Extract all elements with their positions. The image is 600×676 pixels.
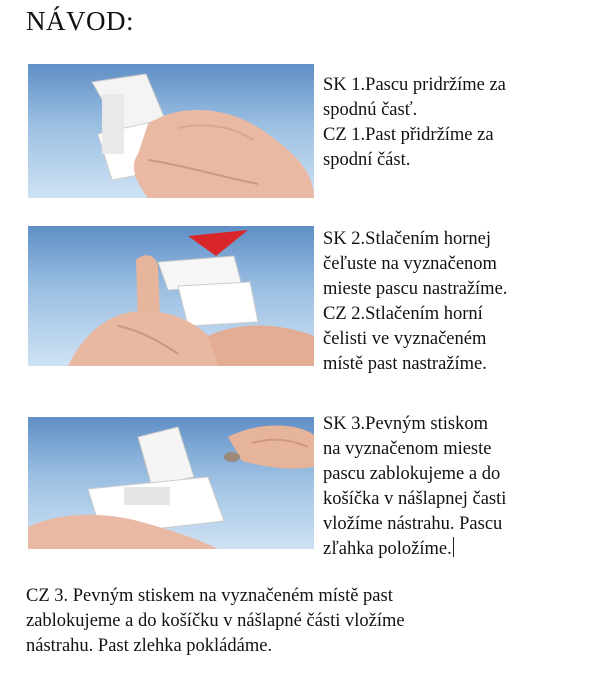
text-cursor: [453, 537, 454, 557]
step-text-line: čelisti ve vyznačeném: [323, 329, 487, 349]
step-text-line: CZ 1.Past přidržíme za: [323, 125, 494, 145]
bottom-text-line: nástrahu. Past zlehka pokládáme.: [26, 636, 273, 656]
step-2-photo: [28, 226, 314, 366]
bottom-text-line: zablokujeme a do košíčku v nášlapné části vložíme: [26, 611, 405, 631]
step-text-line: SK 2.Stlačením hornej: [323, 229, 492, 249]
bottom-text-line: CZ 3. Pevným stiskem na vyznačeném místě past: [26, 586, 393, 606]
page-title: NÁVOD:: [26, 6, 134, 36]
step-text-line: spodní část.: [323, 150, 411, 170]
step-text-line: spodnú časť.: [323, 100, 418, 120]
step-text-line: čeľuste na vyznačenom: [323, 254, 497, 274]
step-text-line: na vyznačenom mieste: [323, 439, 492, 459]
step-text-line: SK 3.Pevným stiskom: [323, 414, 488, 434]
step-2-text: [323, 227, 593, 377]
step-text-line: místě past nastražíme.: [323, 354, 487, 374]
step-text-line: vložíme nástrahu. Pascu: [323, 514, 503, 534]
step-text-line: [323, 537, 593, 562]
step-text-line: CZ 2.Stlačením horní: [323, 304, 483, 324]
step-text-line: pascu zablokujeme a do: [323, 464, 501, 484]
step-text-line: košíčka v nášlapnej časti: [323, 489, 507, 509]
step-1-text: [323, 73, 593, 173]
step-text-line: SK 1.Pascu pridržíme za: [323, 75, 506, 95]
step-text-last: zľahka položíme.: [323, 539, 452, 559]
step-1-photo: [28, 64, 314, 198]
step-3-photo: [28, 417, 314, 549]
step-3-cz-text: [26, 584, 591, 659]
step-3-text: [323, 412, 593, 562]
step-text-line: mieste pascu nastražíme.: [323, 279, 508, 299]
